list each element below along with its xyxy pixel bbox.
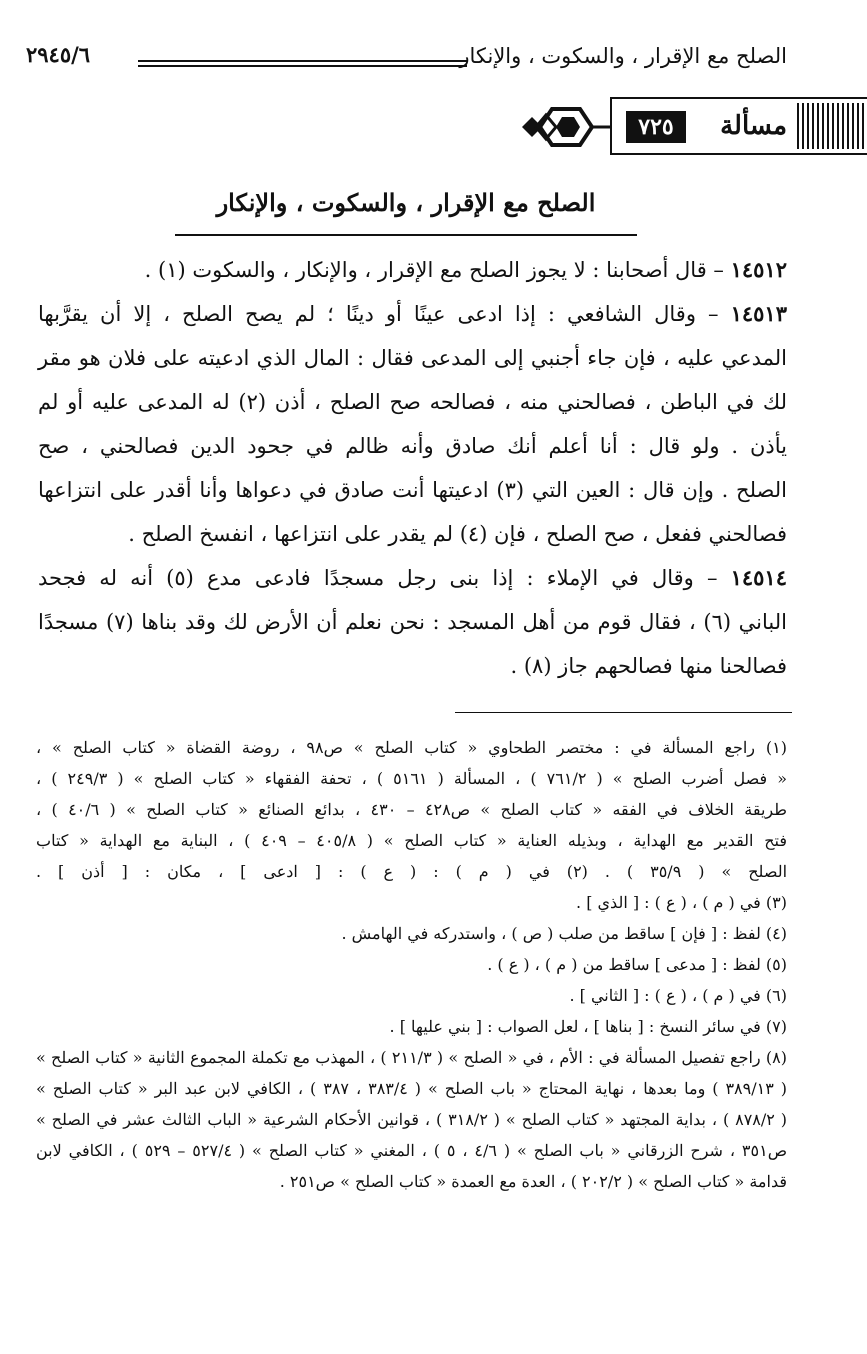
footnote-line: (٥) لفظ : [ مدعى ] ساقط من ( م ) ، ( ع ) . [487, 955, 787, 974]
footnote-line: (١) راجع المسألة في : مختصر الطحاوي « كتاب الصلح » ص٩٨ ، روضة القضاة « كتاب الصلح » ، [36, 738, 788, 757]
body-line-text: – قال أصحابنا : لا يجوز الصلح مع الإقرار ، والإنكار ، والسكوت (١) . [144, 258, 731, 282]
running-header-rule [138, 60, 467, 67]
issue-number: ٧٢٥ [626, 111, 686, 143]
body-line [38, 468, 787, 512]
footnote-line: ( ٣٨٩/١٣ ) وما بعدها ، نهاية المحتاج « باب الصلح » ( ٣٨٣/٤ ، ٣٨٧ ) ، الكافي لابن عبد البر « كتاب الصلح » [36, 1079, 788, 1098]
issue-banner [510, 97, 867, 157]
body-line [38, 336, 787, 380]
paragraph-number: ١٤٥١٣ [730, 301, 787, 326]
body-line-text: – وقال الشافعي : إذا ادعى عينًا أو دينًا ؛ لم يصح الصلح ، إلا أن يقرَّبها [38, 302, 731, 326]
body-line [38, 600, 787, 644]
footnote-line: فتح القدير مع الهداية ، وبذيله العناية « كتاب الصلح » ( ٤٠٥/٨ – ٤٠٩ ) ، البناية مع الهداية « كتاب [36, 831, 788, 850]
body-line [38, 556, 787, 600]
footnote-line: قدامة « كتاب الصلح » ( ٢٠٢/٢ ) ، العدة مع العمدة « كتاب الصلح » ص٢٥١ . [279, 1172, 787, 1191]
body-line [38, 292, 787, 336]
paragraph-number: ١٤٥١٤ [730, 565, 787, 590]
barcode-decoration [797, 103, 867, 149]
footnote-line: طريقة الخلاف في الفقه « كتاب الصلح » ص٤٢٨ – ٤٣٠ ، بدائع الصنائع « كتاب الصلح » ( ٤٠/٦ ) ، [36, 800, 787, 819]
ornament-icon [518, 99, 618, 155]
body-line [38, 644, 787, 688]
banner-frame [610, 97, 867, 155]
footnotes [36, 732, 787, 1197]
footnote-line: (٤) لفظ : [ فإن ] ساقط من صلب ( ص ) ، واستدركه في الهامش . [341, 924, 787, 943]
footnote-line: (٨) راجع تفصيل المسألة في : الأم ، في « الصلح » ( ٢١١/٣ ) ، المهذب مع تكملة المجموع الثانية « كتاب الصلح » [36, 1048, 787, 1067]
body-line-text: فصالحني ففعل ، صح الصلح ، فإن (٤) لم يقدر على انتزاعها ، انفسخ الصلح . [128, 522, 787, 546]
footnote-line: الصلح » ( ٣٥/٩ ) . (٢) في ( م ) : ( ع ) : [ ادعى ] ، مكان : [ أذن ] . [36, 862, 788, 881]
body-line-text: – وقال في الإملاء : إذا بنى رجل مسجدًا فادعى مدع (٥) أنه له فجحد [38, 566, 731, 590]
body-line [38, 380, 787, 424]
chapter-title-block [175, 176, 637, 236]
footnote-separator [455, 712, 792, 713]
body-line-text: لك في الباطن ، فصالحني منه ، فصالحه صح الصلح ، أذن (٢) له المدعى عليه أو لم [38, 390, 787, 414]
footnote-line: (٦) في ( م ) ، ( ع ) : [ الثاني ] . [569, 986, 787, 1005]
footnote-line: ص٣٥١ ، شرح الزرقاني « باب الصلح » ( ٤/٦ ، ٥ ) ، المغني « كتاب الصلح » ( ٥٢٧/٤ – ٥٢٩ ) ، الكافي لابن [36, 1141, 788, 1160]
body-text [38, 248, 787, 688]
footnote-line: « فصل أضرب الصلح » ( ٧٦١/٢ ) ، المسألة ( ٥١٦١ ) ، تحفة الفقهاء « كتاب الصلح » ( ٢٤٩/٣ ) ، [36, 769, 788, 788]
body-line-text: يأذن . ولو قال : أنا أعلم أنك صادق وأنه ظالم في جحود الدين فصالحني ، صح [38, 434, 787, 458]
body-line-text: فصالحنا منها فصالحهم جاز (٨) . [510, 654, 787, 678]
body-line-text: الباني (٦) ، فقال قوم من أهل المسجد : نحن نعلم أن الأرض لك وقد بناها (٧) مسجدًا [38, 610, 787, 634]
issue-label: مسألة [720, 111, 787, 141]
body-line-text: المدعي عليه ، فإن جاء أجنبي إلى المدعى فقال : المال الذي ادعيته على فلان هو مقر [38, 346, 787, 370]
body-line-text: الصلح . وإن قال : العين التي (٣) ادعيتها أنت صادق في دعواها وأنا أقدر على انتزاعها [38, 478, 788, 502]
body-line [38, 512, 787, 556]
running-header-title: الصلح مع الإقرار ، والسكوت ، والإنكار [459, 44, 787, 68]
footnote-line: (٧) في سائر النسخ : [ بناها ] ، لعل الصواب : [ بني عليها ] . [389, 1017, 787, 1036]
body-line [38, 424, 787, 468]
running-header-reference: ٢٩٤٥/٦ [26, 42, 91, 67]
chapter-title: الصلح مع الإقرار ، والسكوت ، والإنكار [216, 188, 596, 217]
footnote-line: (٣) في ( م ) ، ( ع ) : [ الذي ] . [576, 893, 787, 912]
footnote-line: ( ٨٧٨/٢ ) ، بداية المجتهد « كتاب الصلح » ( ٣١٨/٢ ) ، قوانين الأحكام الشرعية « الباب الثالث عشر في الصلح » [36, 1110, 788, 1129]
body-line [38, 248, 787, 292]
paragraph-number: ١٤٥١٢ [730, 257, 787, 282]
